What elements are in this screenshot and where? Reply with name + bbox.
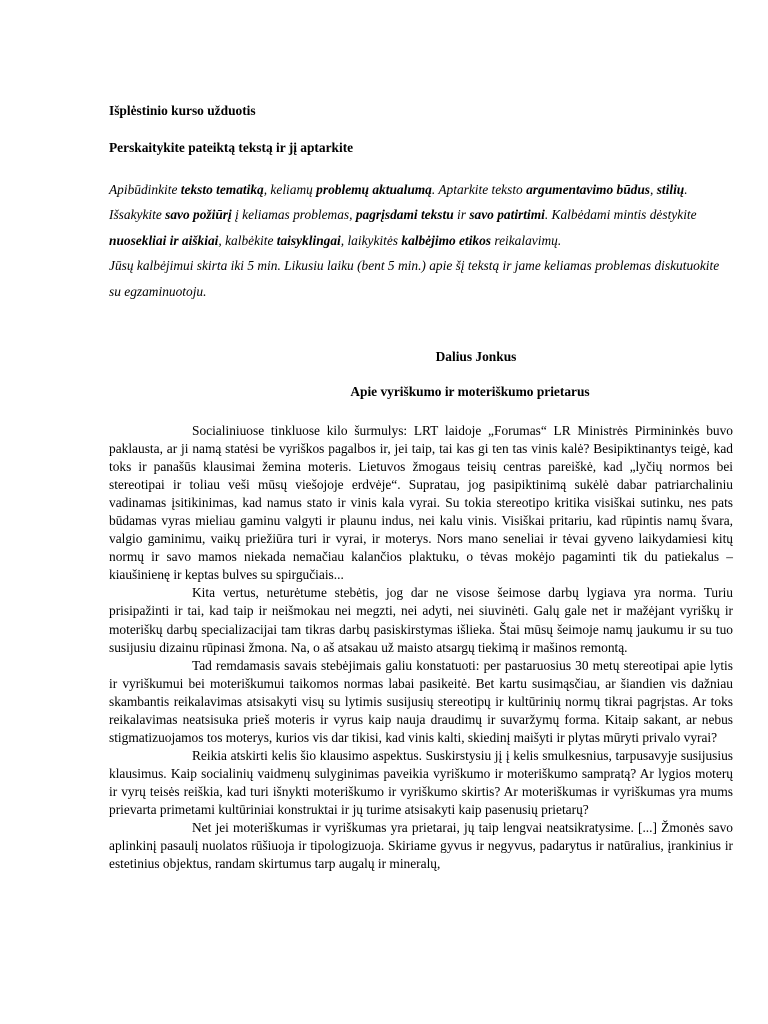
instruction-text: , kalbėkite [218,232,277,248]
emphasized-term: taisyklingai [276,232,341,248]
instruction-text: į keliamas problemas, [231,207,356,223]
article-title: Apie vyriškumo ir moteriškumo prietarus [350,384,590,399]
time-instructions: Jūsų kalbėjimui skirta iki 5 min. Likusiu laiku (bent 5 min.) apie šį tekstą ir jame keliamas problemas diskutuokite su egzaminuotoju. [109,258,720,299]
emphasized-term: kalbėjimo etikos [401,232,492,248]
article-body [109,422,733,873]
instruction-text: . Išsakykite [109,182,688,223]
instruction-text: , keliamų [263,182,317,197]
instruction-text: reikalavimų. [491,232,562,248]
article-paragraph: Socialiniuose tinkluose kilo šurmulys: LRT laidoje „Forumas“ LR Ministrės Pirmininkės buvo paklausta, ar ji namą statėsi be vyriškos pagalbos ir, jei taip, tai kas gi ten tas vinis kalė? Besipiktinantys teigė, kad toks ir panašūs klausimai žemina moteris. Lietuvos žmogaus teisių centras pareiškė, kad „lyčių normos bei stereotipai ir toliau veši mūsų viešojoje erdvėje“. Supratau, jog pasipiktinimą sukėlė dabar patriarchaliniu vadinamas įsitikinimas, kad namus stato ir vinis kala vyrai. Su tokia stereotipo kritika visiškai sutinku, nes pats būdamas vyras mieliau gaminu valgyti ir plaunu indus, nei kalu vinis. Visiškai pritariu, kad rūpintis namų švara, valgio gaminimu, vaikų priežiūra turi ir vyrai, ir moterys. Nors mano seneliai ir tėvai gyveno laikydamiesi kitų normų ir savo mamos niekada nemačiau kalančios plaktuku, o tėvas mokėjo pagaminti tik du patiekalus – kiaušinienę ir keptas bulves su spirgučiais... [109,423,733,583]
instruction-text: , [650,182,657,197]
instruction-text: Apibūdinkite [109,182,181,197]
article-paragraph: Reikia atskirti kelis šio klausimo aspektus. Suskirstysiu jį į kelis smulkesnius, tarpusavyje susijusius klausimus. Kaip socialinių vaidmenų sulyginimas paveikia vyriškumo ir moteriškumo sampratą? Ar lygios moterų ir vyrų teisės reiškia, kad turi išnykti moteriškumo ir vyriškumo skirtis? Ar moteriškumas ir vyriškumas yra mums prievarta primetami kultūriniai konstruktai ir jų turime atsisakyti kaip pasenusių prietarų? [109,747,733,817]
instruction-text: . Aptarkite teksto [431,182,527,197]
emphasized-term: argumentavimo būdus [526,182,650,197]
instruction-text: . Kalbėdami mintis dėstykite [544,207,697,223]
emphasized-term: problemų aktualumą [316,182,432,197]
emphasized-term: savo požiūrį [165,207,232,223]
instruction-text: , laikykitės [340,232,402,248]
emphasized-term: pagrįsdami tekstu [355,207,454,223]
instructions-block [109,177,733,304]
instructions-paragraph [109,177,733,253]
emphasized-term: nuosekliai ir aiškiai [109,232,219,248]
article-author: Dalius Jonkus [435,349,517,364]
article-paragraph: Kita vertus, neturėtume stebėtis, jog dar ne visose šeimose darbų lygiava yra norma. Turiu prisipažinti ir tai, kad taip ir neišmokau nei megzti, nei adyti, nei siuvinėti. Galų gale net ir mažėjant vyriškų ir moteriškų darbų specializacijai tam tikras darbų pasiskirstymas išlieka. Štai mūsų šeimoje namų jaukumu ir su tuo susijusiu dizainu rūpinasi žmona. Na, o aš atsakau už maisto atsargų tiekimą ir mašinos remontą. [109,585,733,655]
article-paragraph: Tad remdamasis savais stebėjimais galiu konstatuoti: per pastaruosius 30 metų stereotipai apie lytis ir vyriškumui bei moteriškumui taikomos normas labai pasikeitė. Bet kartu susimąsčiau, ar šiandien vis dažniau skambantis reikalavimas atsisakyti visų su lytimis susijusių stereotipų ir kultūrinių normų tikrai pagrįstas. Ar toks reikalavimas neatsisuka prieš moteris ir vyrus kaip nauja draudimų ir suvaržymų forma. Kitaip sakant, ar nebus stigmatizuojamos tos moterys, kurios vis dar tikisi, kad vinis kalti, skiedinį maišyti ir plytas mūryti privalo vyrai? [109,657,733,745]
instruction-text: ir [453,207,470,223]
emphasized-term: savo patirtimi [469,207,545,223]
emphasized-term: stilių [656,182,685,197]
task-title: Perskaitykite pateiktą tekstą ir jį aptarkite [109,140,354,155]
emphasized-term: teksto tematiką [180,182,264,197]
article-paragraph: Net jei moteriškumas ir vyriškumas yra prietarai, jų taip lengvai neatsikratysime. [...] Žmonės savo aplinkinį pasaulį nuolatos rūšiuoja ir tipologizuoja. Skiriame gyvus ir negyvus, padarytus ir natūralius, įrankinius ir estetinius objektus, randam skirtumus tarp augalų ir mineralų, [109,820,733,872]
course-title: Išplėstinio kurso užduotis [109,103,256,118]
